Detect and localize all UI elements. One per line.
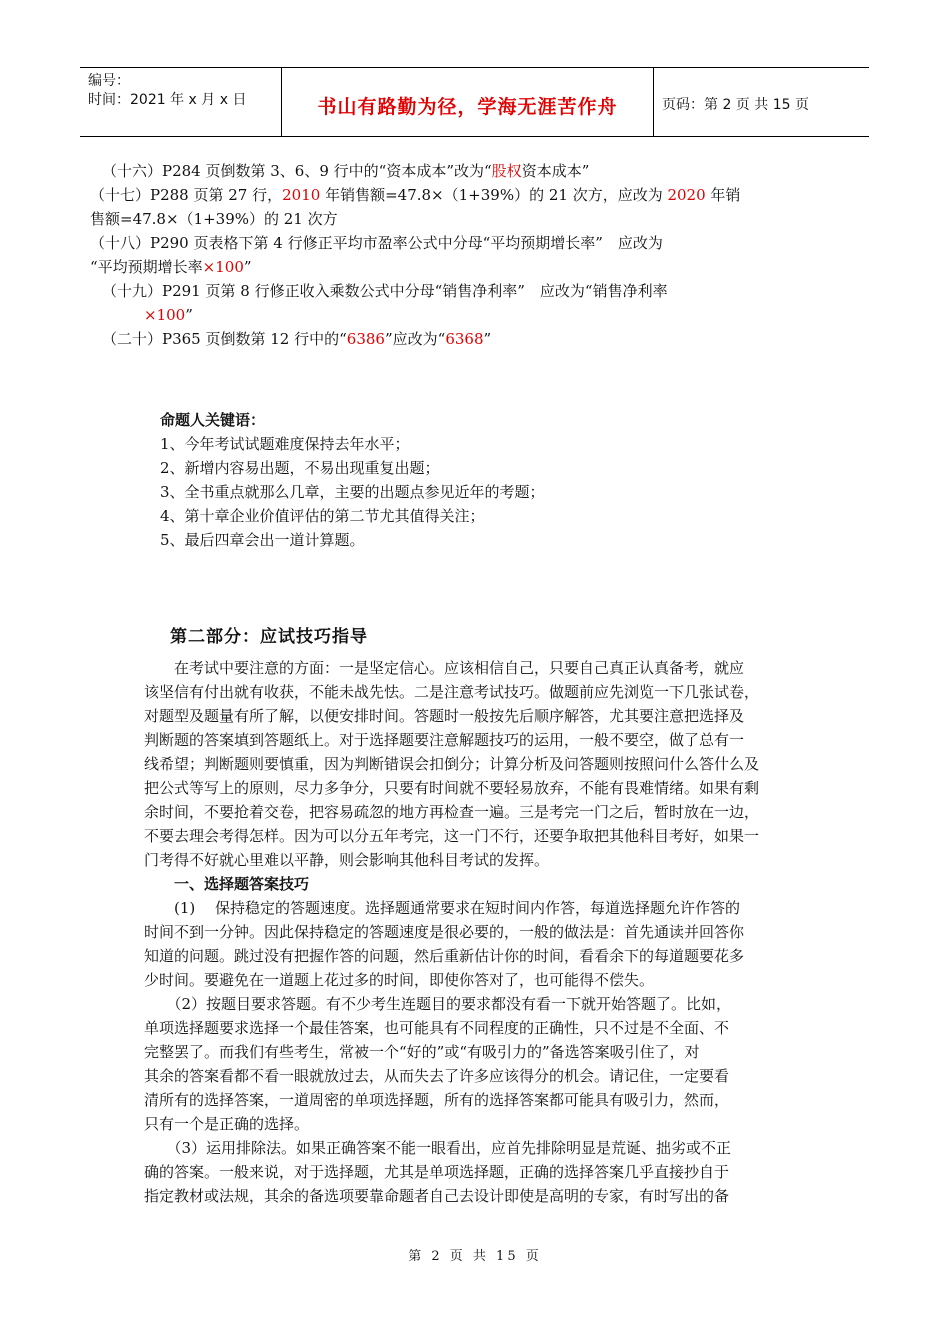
correction-18-cont xyxy=(80,255,820,279)
correction-20 xyxy=(80,327,820,351)
para-line: 对题型及题量有所了解，以便安排时间。答题时一般按先后顺序解答，尤其要注意把选择及 xyxy=(144,707,745,725)
para-line: （3）运用排除法。如果正确答案不能一眼看出，应首先排除明显是荒诞、拙劣或不正 xyxy=(144,1139,732,1157)
para-line: 单项选择题要求选择一个最佳答案，也可能具有不同程度的正确性，只不过是不全面、不 xyxy=(144,1019,730,1037)
para-line: 知道的问题。跳过没有把握作答的问题，然后重新估计你的时间，看看余下的每道题要花多 xyxy=(144,947,745,965)
page-footer: 第 2 页 共 15 页 xyxy=(408,1249,542,1264)
text-span: 年销售额=47.8×（1+39%）的 21 次方，应改为 xyxy=(320,186,668,204)
header-left-cell xyxy=(80,68,282,136)
highlight-span: 2020 xyxy=(667,186,706,204)
highlight-span: 2010 xyxy=(282,186,321,204)
para-line: 时间不到一分钟。因此保持稳定的答题速度是很必要的，一般的做法是：首先通读并回答你 xyxy=(144,923,745,941)
highlight-span: ×100 xyxy=(144,306,186,324)
correction-18: （十八）P290 页表格下第 4 行修正平均市盈率公式中分母“平均预期增长率” 应改为 xyxy=(90,234,663,252)
para-line: 该坚信有付出就有收获，不能未战先怯。二是注意考试技巧。做题前应先浏览一下几张试卷， xyxy=(144,683,760,701)
page-header xyxy=(80,67,869,137)
keywords-block xyxy=(160,408,820,552)
subsection-title: 一、选择题答案技巧 xyxy=(144,875,310,893)
para-line: (1) 保持稳定的答题速度。选择题通常要求在短时间内作答，每道选择题允许作答的 xyxy=(144,899,741,917)
keyword-item: 1、今年考试试题难度保持去年水平； xyxy=(160,435,410,453)
para-line: 余时间，不要抢着交卷，把容易疏忽的地方再检查一遍。三是考完一门之后，暂时放在一边， xyxy=(144,803,760,821)
para-line: 指定教材或法规，其余的备选项要靠命题者自己去设计即使是高明的专家，有时写出的备 xyxy=(144,1187,730,1205)
highlight-span: 6386 xyxy=(346,330,385,348)
para-line: 只有一个是正确的选择。 xyxy=(144,1115,310,1133)
keyword-item: 5、最后四章会出一道计算题。 xyxy=(160,531,365,549)
para-line: 完整罢了。而我们有些考生，常被一个“好的”或“有吸引力的”备选答案吸引住了，对 xyxy=(144,1043,700,1061)
text-span: （十六）P284 页倒数第 3、6、9 行中的“资本成本”改为“ xyxy=(102,162,492,180)
doc-number-label: 编号： xyxy=(88,73,130,89)
section-title: 第二部分：应试技巧指导 xyxy=(170,627,368,647)
keyword-item: 3、全书重点就那么几章，主要的出题点参见近年的考题； xyxy=(160,483,545,501)
text-span: “平均预期增长率 xyxy=(90,258,203,276)
para-line: 线希望；判断题则要慎重，因为判断错误会扣倒分；计算分析及问答题则按照问什么答什么及 xyxy=(144,755,760,773)
corrections-list xyxy=(80,159,820,351)
correction-16 xyxy=(80,159,820,183)
text-span: 资本成本” xyxy=(521,162,590,180)
para-line: （2）按题目要求答题。有不少考生连题目的要求都没有看一下就开始答题了。比如， xyxy=(144,995,732,1013)
para-line: 把公式等写上的原则，尽力多争分，只要有时间就不要轻易放弃，不能有畏难情绪。如果有剩 xyxy=(144,779,760,797)
keyword-item: 4、第十章企业价值评估的第二节尤其值得关注； xyxy=(160,507,485,525)
part2-body xyxy=(144,656,812,1208)
keyword-item: 2、新增内容易出题，不易出现重复出题； xyxy=(160,459,440,477)
text-span: （二十）P365 页倒数第 12 行中的“ xyxy=(102,330,347,348)
text-span: 年销 xyxy=(705,186,741,204)
text-span: （十七）P288 页第 27 行， xyxy=(90,186,283,204)
highlight-span: ×100 xyxy=(202,258,244,276)
correction-19-cont xyxy=(80,303,820,327)
para-line: 其余的答案看都不看一眼就放过去，从而失去了许多应该得分的机会。请记住，一定要看 xyxy=(144,1067,730,1085)
para-line: 不要去理会考得怎样。因为可以分五年考完，这一门不行，还要争取把其他科目考好，如果一 xyxy=(144,827,760,845)
text-span: ” xyxy=(185,306,193,324)
correction-17-cont: 售额=47.8×（1+39%）的 21 次方 xyxy=(90,210,338,228)
text-span: ” xyxy=(483,330,492,348)
highlight-span: 6368 xyxy=(445,330,484,348)
para-line: 判断题的答案填到答题纸上。对于选择题要注意解题技巧的运用，一般不要空，做了总有一 xyxy=(144,731,745,749)
highlight-span: 股权 xyxy=(491,162,522,180)
header-page-info: 页码：第 2 页 共 15 页 xyxy=(662,97,809,113)
para-line: 确的答案。一般来说，对于选择题，尤其是单项选择题，正确的选择答案几乎直接抄自于 xyxy=(144,1163,730,1181)
header-motto: 书山有路勤为径，学海无涯苦作舟 xyxy=(282,68,654,136)
correction-17 xyxy=(80,183,820,207)
para-line: 门考得不好就心里难以平静，则会影响其他科目考试的发挥。 xyxy=(144,851,550,869)
para-line: 少时间。要避免在一道题上花过多的时间，即使你答对了，也可能得不偿失。 xyxy=(144,971,655,989)
para-line: 在考试中要注意的方面：一是坚定信心。应该相信自己，只要自己真正认真备考，就应 xyxy=(144,659,745,677)
text-span: ”应改为“ xyxy=(384,330,446,348)
text-span: ” xyxy=(243,258,252,276)
para-line: 清所有的选择答案，一道周密的单项选择题，所有的选择答案都可能具有吸引力，然而， xyxy=(144,1091,730,1109)
keywords-title: 命题人关键语： xyxy=(160,411,266,429)
correction-19: （十九）P291 页第 8 行修正收入乘数公式中分母“销售净利率” 应改为“销售净利率 xyxy=(102,282,668,300)
doc-date-label: 时间：2021 年 x 月 x 日 xyxy=(88,92,247,108)
